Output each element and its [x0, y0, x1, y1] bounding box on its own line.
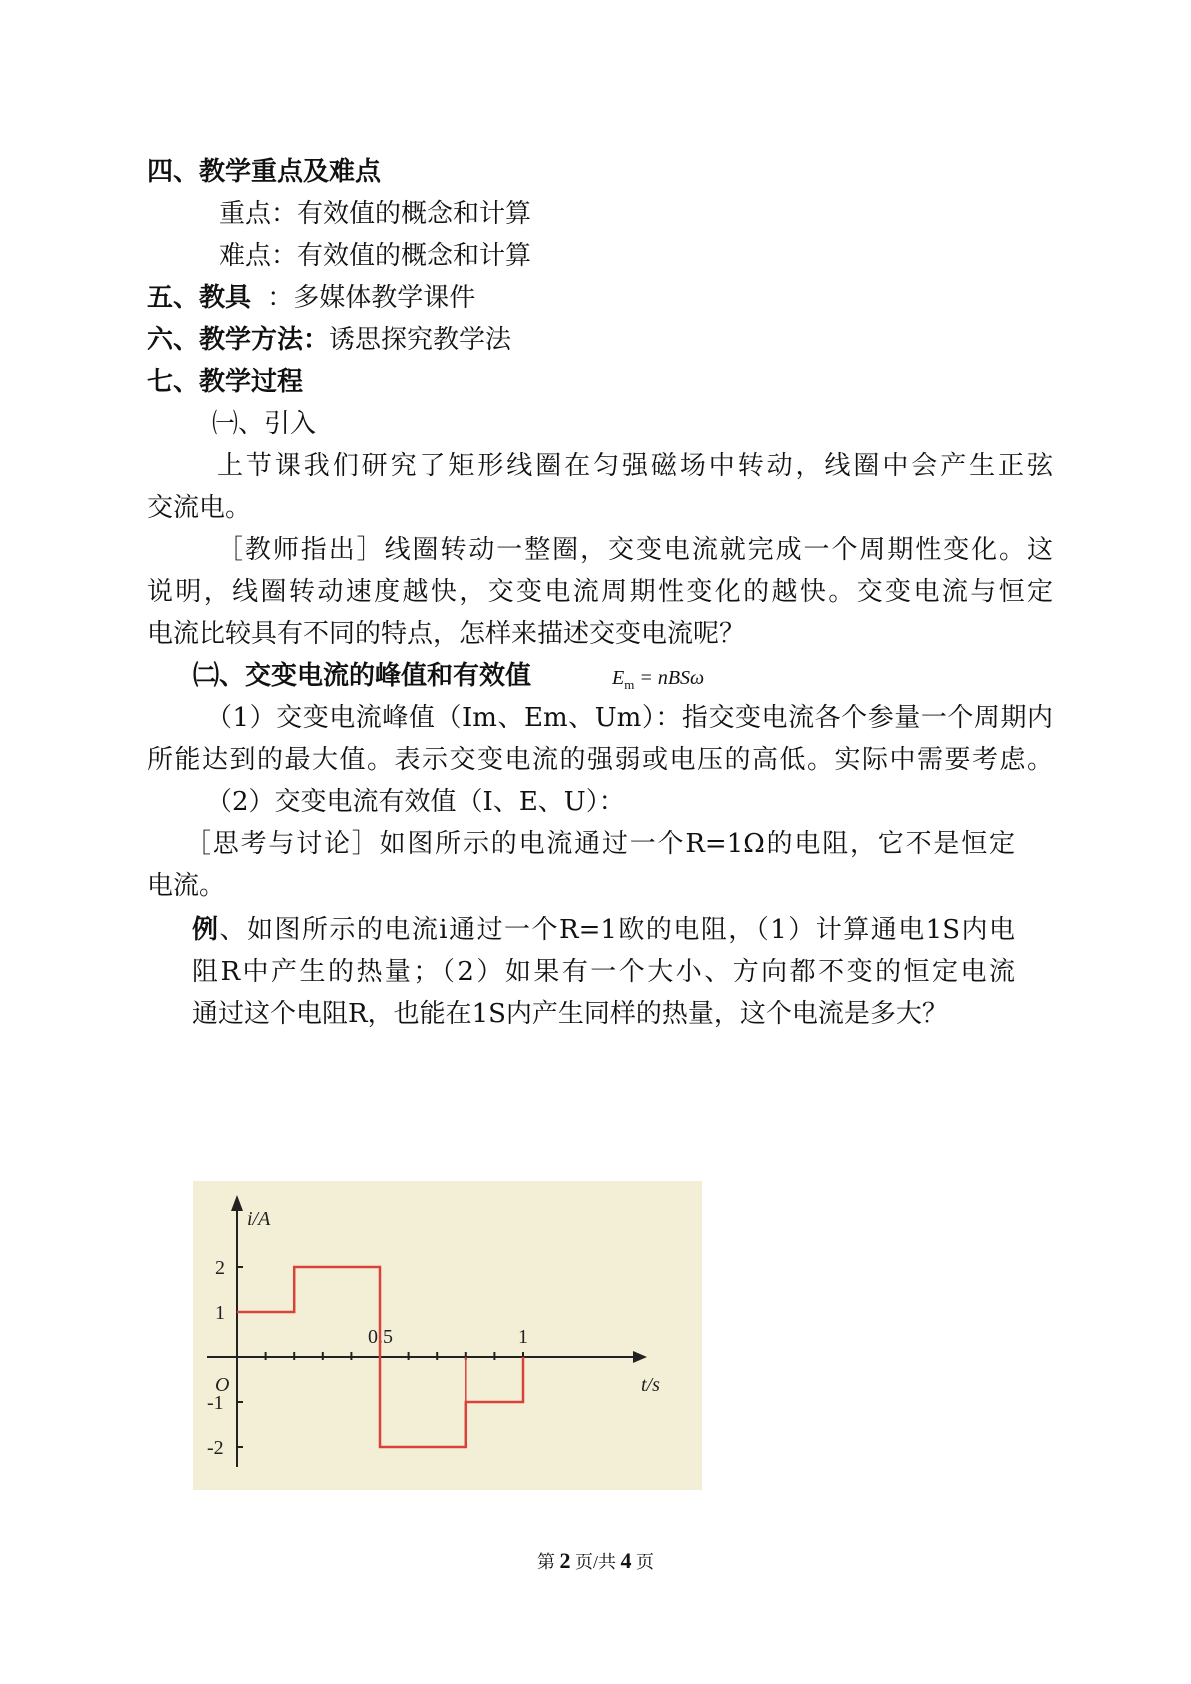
footer-page-number: 2: [559, 1548, 571, 1573]
section-7-heading: 七、教学过程: [147, 367, 304, 397]
peak-value-line: 所能达到的最大值。表示交变电流的强弱或电压的高低。实际中需要考虑。: [147, 745, 1053, 775]
part-2-heading: ㈡、交变电流的峰值和有效值: [193, 661, 532, 691]
section-6-line: [147, 324, 511, 356]
example-line: 阻R中产生的热量；（2）如果有一个大小、方向都不变的恒定电流: [192, 957, 1015, 987]
current-time-graph: [193, 1181, 702, 1490]
effective-value-line: （2）交变电流有效值（I、E、U）：: [206, 787, 625, 817]
page-footer: [0, 1549, 1191, 1574]
x-tick-label: 1: [518, 1326, 528, 1348]
equation-symbol: E: [612, 667, 625, 689]
section-4-heading: 四、教学重点及难点: [147, 157, 382, 187]
teacher-note-line: 说明，线圈转动速度越快，交变电流周期性变化的越快。交变电流与恒定: [147, 577, 1053, 607]
intro-paragraph-line: 上节课我们研究了矩形线圈在匀强磁场中转动，线圈中会产生正弦: [217, 451, 1053, 481]
footer-prefix: 第: [536, 1552, 555, 1572]
section-5-line: [147, 282, 475, 314]
x-tick-label: 0.5: [368, 1326, 393, 1348]
y-tick-label: -2: [207, 1437, 224, 1459]
part-1-heading: ㈠、引入: [212, 409, 317, 439]
y-axis-arrowhead: [231, 1195, 243, 1211]
section-6-heading: 六、教学方法：: [147, 325, 330, 355]
discussion-line: ［思考与讨论］如图所示的电流通过一个R=1Ω的电阻，它不是恒定: [185, 829, 1015, 859]
footer-total-pages: 4: [620, 1548, 632, 1573]
footer-middle: 页/共: [574, 1552, 616, 1572]
y-tick-label: -1: [207, 1392, 224, 1414]
example-text: 、如图所示的电流i通过一个R=1欧的电阻，（1）计算通电1S内电: [219, 915, 1015, 945]
example-line: 通过这个电阻R，也能在1S内产生同样的热量，这个电流是多大？: [192, 999, 948, 1029]
equation-rhs: = nBSω: [634, 667, 705, 689]
y-axis-label: i/A: [247, 1208, 271, 1230]
y-tick-label: 1: [215, 1302, 225, 1324]
teacher-note-line: 电流比较具有不同的特点，怎样来描述交变电流呢？: [147, 619, 746, 649]
example-label: 例: [192, 915, 220, 945]
step-current-chart: [193, 1181, 702, 1490]
origin-label: O: [215, 1374, 230, 1396]
y-tick-label: 2: [215, 1257, 225, 1279]
peak-value-line: （1）交变电流峰值（Im、Em、Um）：指交变电流各个参量一个周期内: [206, 703, 1053, 733]
discussion-line: 电流。: [147, 871, 226, 901]
x-axis-arrowhead: [633, 1351, 647, 1363]
example-line: [192, 914, 1015, 946]
section-5-heading: 五、教具: [147, 283, 252, 313]
difficulty-line: 难点：有效值的概念和计算: [219, 241, 532, 271]
equation-subscript: m: [624, 677, 635, 692]
intro-paragraph-line: 交流电。: [147, 493, 252, 523]
section-6-text: 诱思探究教学法: [329, 325, 512, 355]
x-axis-label: t/s: [641, 1374, 660, 1396]
key-point-line: 重点：有效值的概念和计算: [219, 199, 532, 229]
section-5-text: ：多媒体教学课件: [267, 283, 476, 313]
teacher-note-line: ［教师指出］线圈转动一整圈，交变电流就完成一个周期性变化。这: [217, 535, 1053, 565]
peak-emf-equation: [612, 665, 704, 698]
footer-suffix: 页: [636, 1552, 654, 1572]
